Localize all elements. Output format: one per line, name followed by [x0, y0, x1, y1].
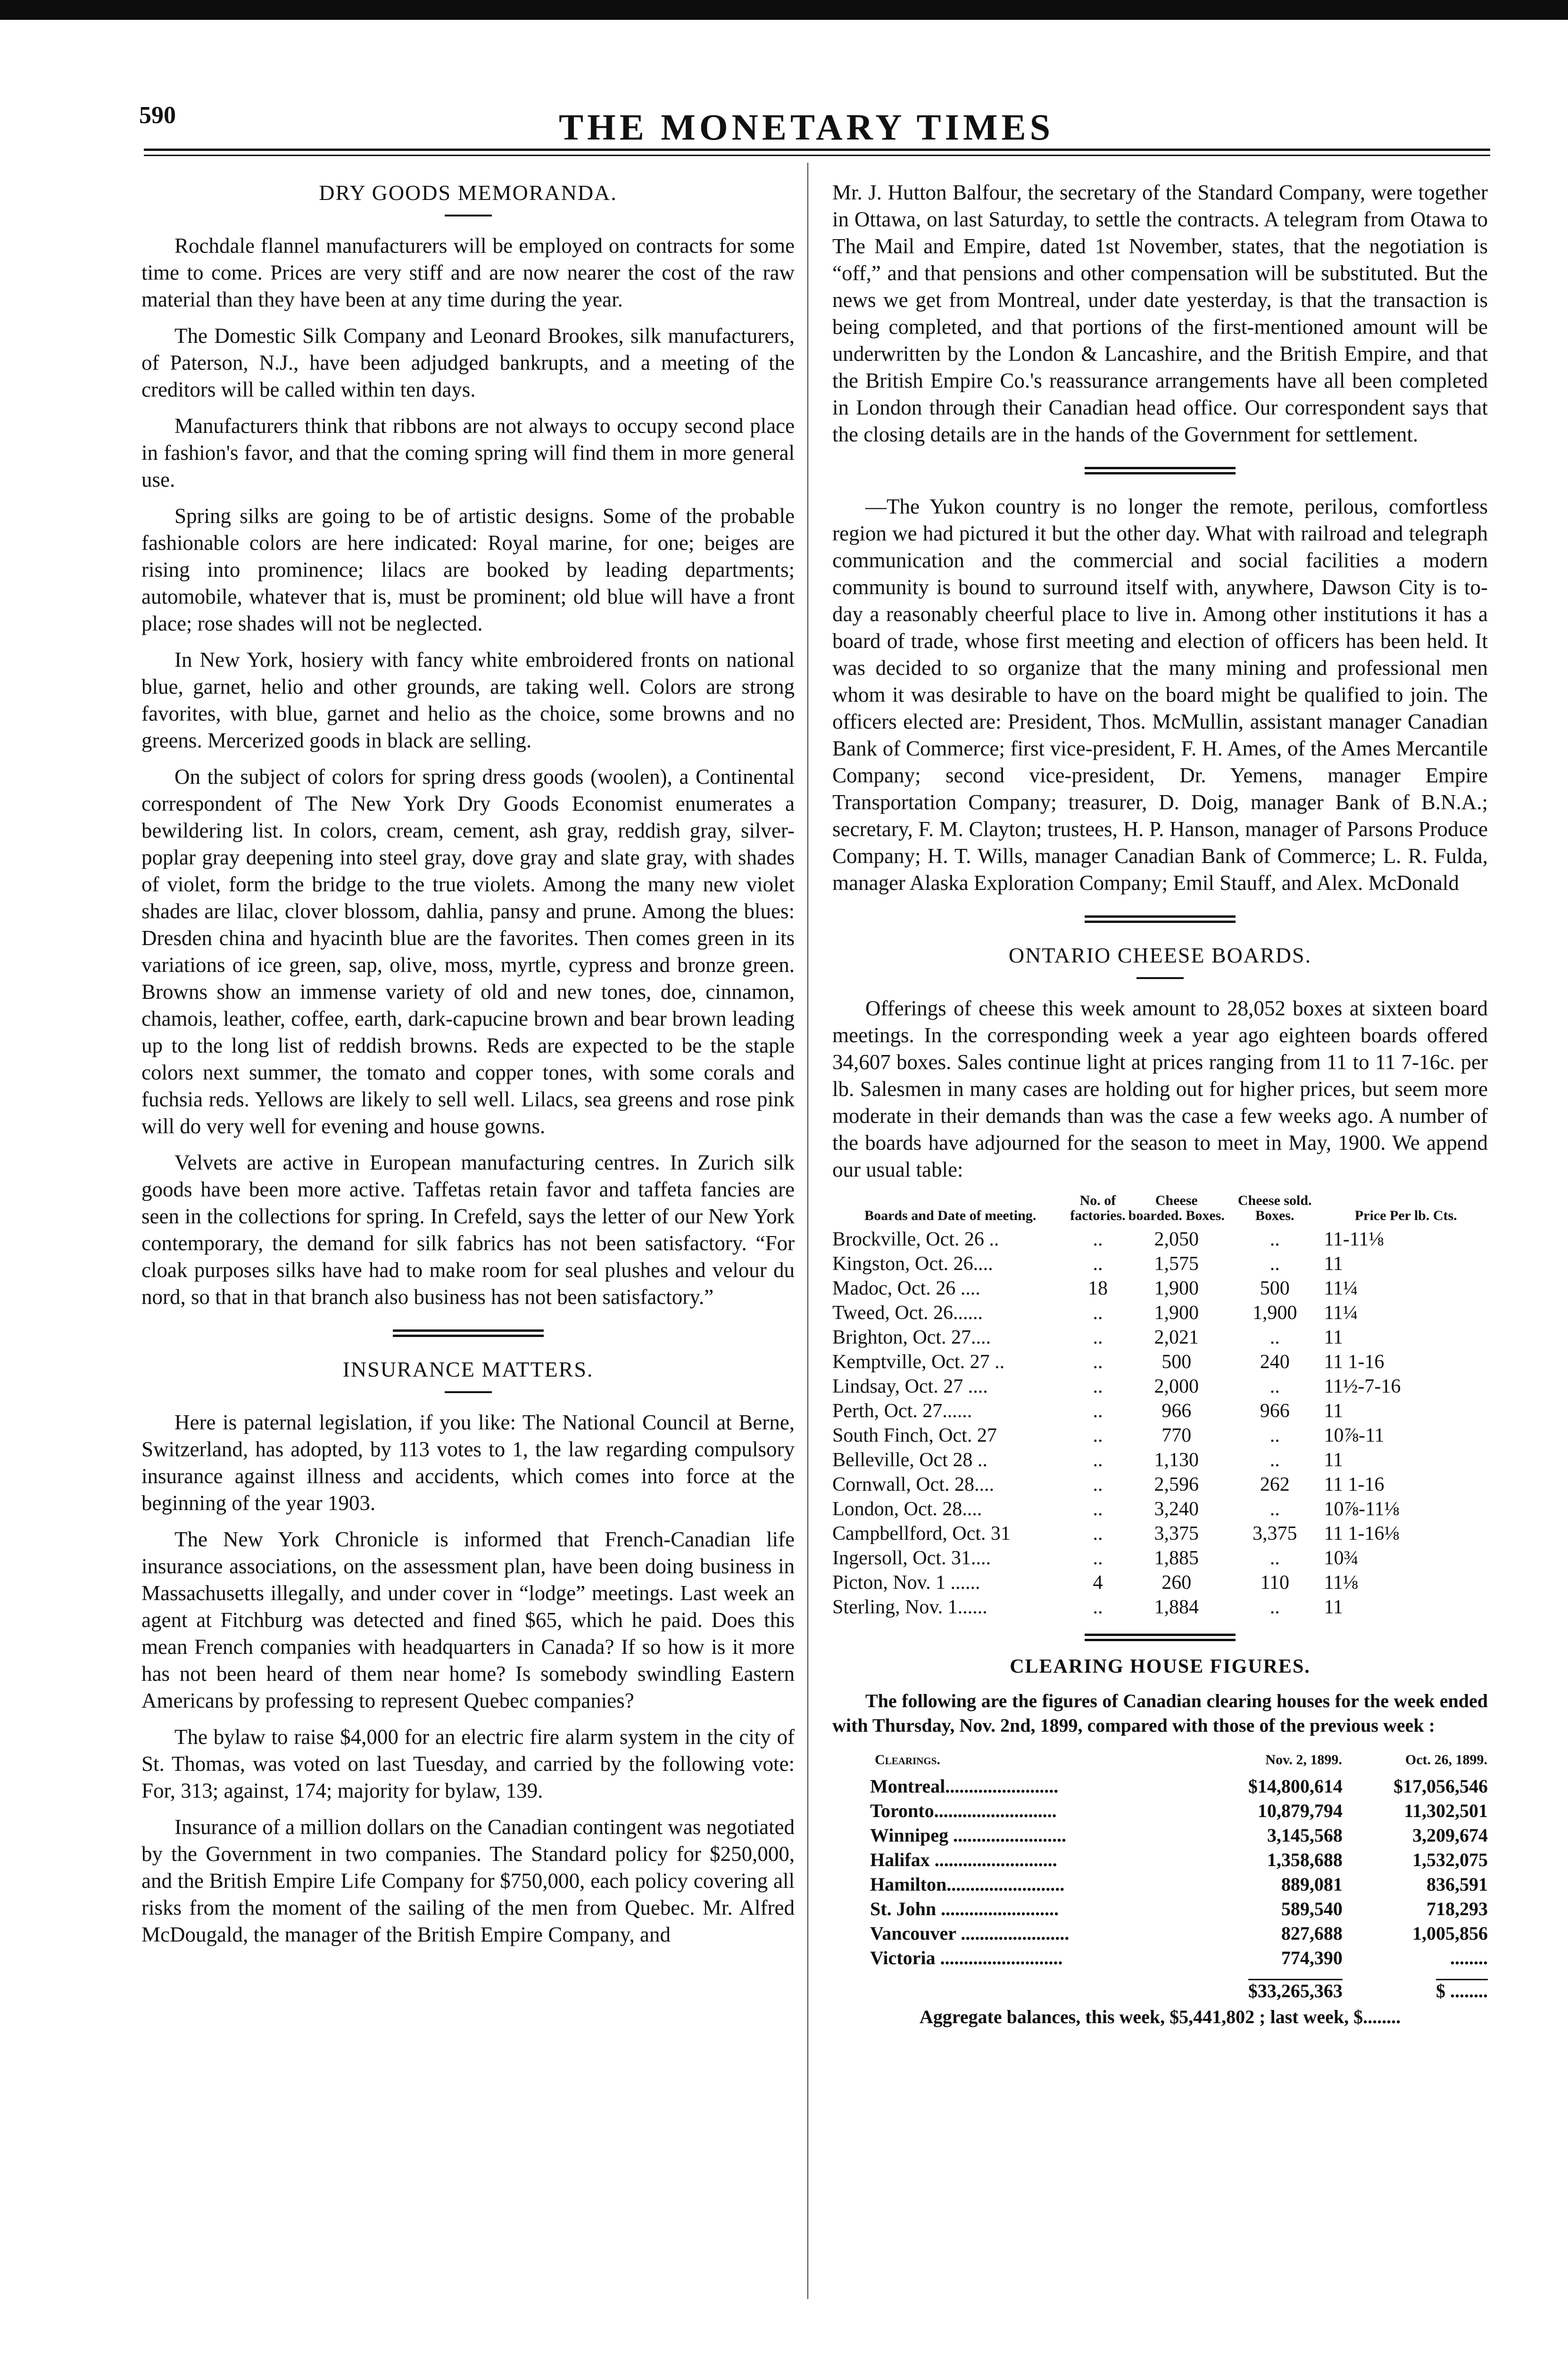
board-date-cell: Brighton, Oct. 27....: [832, 1327, 991, 1348]
cheese-row: [832, 1301, 1488, 1325]
section-double-rule: [1085, 1634, 1236, 1641]
dry-goods-paragraph: The Domestic Silk Company and Leonard Brookes, silk manufacturers, of Paterson, N.J., have been adjudged bankrupts, and a meeting of the creditors will be called within ten days.: [141, 324, 795, 401]
boarded-cell: 3,240: [1154, 1498, 1199, 1520]
dry-goods-heading: DRY GOODS MEMORANDA.: [319, 181, 617, 205]
column-divider: [807, 163, 808, 2299]
dry-goods-paragraph: Rochdale flannel manufacturers will be employed on contracts for some time to come. Prices are very stiff and are now nearer the cost of the raw material than they have been at any time during the year.: [141, 234, 795, 311]
board-date-cell: Tweed, Oct. 26......: [832, 1302, 983, 1324]
previous-week-cell: 718,293: [1427, 1898, 1488, 1919]
board-date-cell: South Finch, Oct. 27: [832, 1425, 997, 1446]
column-header: Cheese boarded. Boxes.: [1128, 1193, 1225, 1223]
price-cell: 11: [1324, 1449, 1343, 1471]
aggregate-balances: Aggregate balances, this week, $5,441,802 ; last week, $........: [919, 2006, 1401, 2027]
factories-cell: ..: [1093, 1400, 1103, 1422]
board-date-cell: Perth, Oct. 27......: [832, 1400, 972, 1422]
city-cell: Vancouver .......................: [870, 1923, 1070, 1944]
price-cell: 11½-7-16: [1324, 1376, 1401, 1397]
city-cell: St. John .........................: [870, 1898, 1059, 1919]
current-week-cell: 589,540: [1281, 1898, 1343, 1919]
dry-goods-paragraph: Manufacturers think that ribbons are not always to occupy second place in fashion's favor, and that the coming spring will find them in more general use.: [141, 414, 795, 491]
clearing-row: [832, 1774, 1488, 1799]
factories-cell: 18: [1087, 1278, 1108, 1299]
clearing-table: [832, 1747, 1488, 2003]
cheese-row: [832, 1570, 1488, 1595]
clearing-paragraph: The following are the figures of Canadian clearing houses for the week ended with Thursday, Nov. 2nd, 1899, compared with those of the previous week :: [832, 1690, 1488, 1736]
current-week-cell: 1,358,688: [1267, 1849, 1343, 1870]
city-cell: Hamilton.........................: [870, 1874, 1065, 1895]
factories-cell: ..: [1093, 1351, 1103, 1373]
section-double-rule: [1085, 915, 1236, 923]
boarded-cell: 2,000: [1154, 1376, 1199, 1397]
price-cell: 11: [1324, 1253, 1343, 1275]
table-header-row: [832, 1747, 1488, 1774]
sold-cell: 966: [1260, 1400, 1290, 1422]
board-date-cell: Kingston, Oct. 26....: [832, 1253, 993, 1275]
price-cell: 11: [1324, 1400, 1343, 1422]
sold-cell: ..: [1269, 1449, 1280, 1471]
price-cell: 10⅞-11⅛: [1324, 1498, 1399, 1520]
current-week-cell: 774,390: [1281, 1947, 1343, 1968]
boarded-cell: 1,884: [1154, 1596, 1199, 1618]
city-cell: Toronto..........................: [870, 1800, 1057, 1821]
cheese-row: [832, 1497, 1488, 1521]
factories-cell: ..: [1093, 1425, 1103, 1446]
column-header: Oct. 26, 1899.: [1405, 1752, 1487, 1768]
factories-cell: ..: [1093, 1449, 1103, 1471]
factories-cell: ..: [1093, 1523, 1103, 1544]
price-cell: 11 1-16: [1324, 1351, 1385, 1373]
sold-cell: ..: [1269, 1498, 1280, 1520]
current-week-cell: 10,879,794: [1257, 1800, 1343, 1821]
boarded-cell: 2,596: [1154, 1474, 1199, 1495]
column-header: Boards and Date of meeting.: [864, 1208, 1037, 1223]
factories-cell: ..: [1093, 1547, 1103, 1569]
boarded-cell: 966: [1161, 1400, 1192, 1422]
clearing-row: [832, 1897, 1488, 1921]
factories-cell: ..: [1093, 1376, 1103, 1397]
header-rule-thin: [144, 155, 1490, 156]
sold-cell: 110: [1260, 1572, 1289, 1594]
board-date-cell: Sterling, Nov. 1......: [832, 1596, 987, 1618]
clearing-row: [832, 1799, 1488, 1823]
factories-cell: ..: [1093, 1302, 1103, 1324]
cheese-row: [832, 1521, 1488, 1546]
price-cell: 11⅛: [1324, 1572, 1358, 1594]
insurance-continuation: Mr. J. Hutton Balfour, the secretary of the Standard Company, were together in Ottawa, on last Saturday, to settle the contracts. A telegram from Otawa to The Mail and Empire, dated 1st November, states, that the negotiation is “off,” and that pensions and other compensation will be substituted. But the news we get from Montreal, under date yesterday, is that the transaction is being completed, and that portions of the first-mentioned amount will be underwritten by the London & Lancashire, and the British Empire, and that the British Empire Co.'s reassurance arrangements have all been completed in London through their Canadian head office. Our correspondent says that the closing details are in the hands of the Government for settlement.: [832, 181, 1488, 446]
sold-cell: 240: [1260, 1351, 1290, 1373]
sold-cell: ..: [1269, 1253, 1280, 1275]
boarded-cell: 770: [1161, 1425, 1192, 1446]
boarded-cell: 2,050: [1154, 1229, 1199, 1250]
page-number: 590: [139, 102, 176, 129]
boarded-cell: 1,885: [1154, 1547, 1199, 1569]
cheese-table: [832, 1193, 1488, 1619]
dry-goods-paragraph: In New York, hosiery with fancy white embroidered fronts on national blue, garnet, helio and other grounds, are taking well. Colors are strong favorites, with blue, garnet and helio as the choice, some browns and no greens. Mercerized goods in black are selling.: [141, 648, 795, 752]
total-row: [832, 1970, 1488, 2003]
boarded-cell: 1,575: [1154, 1253, 1199, 1275]
factories-cell: ..: [1093, 1229, 1103, 1250]
previous-week-cell: ........: [1450, 1947, 1488, 1968]
previous-week-cell: 11,302,501: [1404, 1800, 1488, 1821]
boarded-cell: 500: [1161, 1351, 1192, 1373]
dry-goods-paragraph: Spring silks are going to be of artistic designs. Some of the probable fashionable colors are here indicated: Royal marine, for one; beiges are rising into prominence; lilacs are booked by leading departments; automobile, whatever that is, must be prominent; old blue will have a front place; rose shades will not be neglected.: [141, 504, 795, 635]
city-cell: Halifax ..........................: [870, 1849, 1057, 1870]
clearing-row: [832, 1921, 1488, 1946]
sold-cell: ..: [1269, 1425, 1280, 1446]
board-date-cell: Campbellford, Oct. 31: [832, 1523, 1011, 1544]
price-cell: 11: [1324, 1596, 1343, 1618]
table-header-row: [832, 1193, 1488, 1227]
cheese-row: [832, 1227, 1488, 1252]
section-double-rule: [1085, 467, 1236, 474]
clearing-row: [832, 1823, 1488, 1848]
boarded-cell: 2,021: [1154, 1327, 1199, 1348]
clearing-heading: CLEARING HOUSE FIGURES.: [1010, 1656, 1311, 1677]
dry-goods-paragraph: Velvets are active in European manufacturing centres. In Zurich silk goods have been more active. Taffetas retain favor and taffeta fancies are seen in the collections for spring. In Crefeld, says the letter of our New York contemporary, the demand for silk fabrics has not been satisfactory. “For cloak purposes silks have had to make room for seal plushes and velour du nord, so that in that branch also business has not been satisfactory.”: [141, 1151, 795, 1309]
sold-cell: 500: [1260, 1278, 1290, 1299]
insurance-paragraph: The New York Chronicle is informed that French-Canadian life insurance associations, on the assessment plan, have been doing business in Massachusetts illegally, and under cover in “lodge” meetings. Last week an agent at Fitchburg was detected and fined $65, which he paid. Does this mean French companies with headquarters in Canada? If so how is it more has not been heard of them near home? Is somebody swindling Eastern Americans by professing to represent Quebec companies?: [141, 1528, 795, 1712]
column-header: Nov. 2, 1899.: [1265, 1752, 1342, 1768]
cheese-row: [832, 1595, 1488, 1619]
board-date-cell: Lindsay, Oct. 27 ....: [832, 1376, 988, 1397]
insurance-paragraph: Here is paternal legislation, if you like: The National Council at Berne, Switzerland, has adopted, by 113 votes to 1, the law regarding compulsory insurance against illness and accidents, which comes into force at the beginning of the year 1903.: [141, 1411, 795, 1515]
insurance-paragraph: The bylaw to raise $4,000 for an electric fire alarm system in the city of St. Thomas, was voted on last Tuesday, and carried by the following vote: For, 313; against, 174; majority for bylaw, 139.: [141, 1725, 795, 1802]
boarded-cell: 3,375: [1154, 1523, 1199, 1544]
total-current: $33,265,363: [1248, 1979, 1343, 2001]
cheese-heading: ONTARIO CHEESE BOARDS.: [1008, 943, 1312, 967]
city-cell: Winnipeg ........................: [870, 1825, 1066, 1846]
cheese-row: [832, 1374, 1488, 1399]
sold-cell: ..: [1269, 1596, 1280, 1618]
previous-week-cell: 1,005,856: [1412, 1923, 1488, 1944]
yukon-paragraph: —The Yukon country is no longer the remote, perilous, comfortless region we had pictured it but the other day. What with railroad and telegraph communication and the commercial and social facilities a modern community is bound to surround itself with, anywhere, Dawson City is to-day a reasonably cheerful place to live in. Among other institutions it has a board of trade, whose first meeting and election of officers has been held. It was decided to so organize that the many mining and professional men whom it was desirable to have on the board might be qualified to join. The officers elected are: President, Thos. McMullin, assistant manager Canadian Bank of Commerce; first vice-president, F. H. Ames, of the Ames Mercantile Company; second vice-president, Dr. Yemens, manager Empire Transportation Company; treasurer, D. Doig, manager Bank of B.N.A.; secretary, F. M. Clayton; trustees, H. P. Hanson, manager of Parsons Produce Company; H. T. Wills, manager Canadian Bank of Commerce; L. R. Fulda, manager Alaska Exploration Company; Emil Stauff, and Alex. McDonald: [832, 495, 1488, 895]
current-week-cell: $14,800,614: [1248, 1776, 1343, 1797]
clearing-row: [832, 1872, 1488, 1897]
boarded-cell: 1,900: [1154, 1278, 1199, 1299]
factories-cell: ..: [1093, 1474, 1103, 1495]
insurance-heading: INSURANCE MATTERS.: [342, 1357, 594, 1381]
header-rule: [144, 149, 1490, 151]
sold-cell: ..: [1269, 1327, 1280, 1348]
cheese-row: [832, 1325, 1488, 1350]
current-week-cell: 3,145,568: [1267, 1825, 1343, 1846]
heading-dash: [445, 215, 492, 216]
cheese-row: [832, 1252, 1488, 1276]
sold-cell: 3,375: [1252, 1523, 1297, 1544]
factories-cell: ..: [1093, 1596, 1103, 1618]
price-cell: 11 1-16⅛: [1324, 1523, 1399, 1544]
column-header: No. of factories.: [1070, 1193, 1126, 1223]
board-date-cell: Belleville, Oct 28 ..: [832, 1449, 987, 1471]
price-cell: 11¼: [1324, 1278, 1358, 1299]
current-week-cell: 889,081: [1281, 1874, 1343, 1895]
board-date-cell: Kemptville, Oct. 27 ..: [832, 1351, 1005, 1373]
column-header: Price Per lb. Cts.: [1354, 1208, 1457, 1223]
price-cell: 10⅞-11: [1324, 1425, 1385, 1446]
previous-week-cell: 3,209,674: [1412, 1825, 1488, 1846]
price-cell: 11-11⅛: [1324, 1229, 1384, 1250]
price-cell: 10¾: [1324, 1547, 1359, 1569]
boarded-cell: 1,900: [1154, 1302, 1199, 1324]
city-cell: Victoria ..........................: [870, 1947, 1063, 1968]
previous-week-cell: 1,532,075: [1412, 1849, 1488, 1870]
cheese-row: [832, 1350, 1488, 1374]
dry-goods-paragraph: On the subject of colors for spring dress goods (woolen), a Continental correspondent of The New York Dry Goods Economist enumerates a bewildering list. In colors, cream, cement, ash gray, reddish gray, silver-poplar gray deepening into steel gray, dove gray and slate gray, with shades of violet, form the bridge to the true violets. Among the many new violet shades are lilac, clover blossom, dahlia, pansy and prune. Among the blues: Dresden china and hyacinth blue are the favorites. Then comes green in its variations of ice green, sap, olive, moss, myrtle, cypress and bronze green. Browns show an immense variety of old and new tones, doe, cinnamon, chamois, leather, coffee, earth, dark-capucine brown and bear brown leading up to the long list of reddish browns. Reds are expected to be the staple colors next summer, the tomato and copper tones, with some corals and fuchsia reds. Yellows are likely to sell well. Lilacs, sea greens and rose pink will do very well for evening and house gowns.: [141, 765, 795, 1138]
sold-cell: ..: [1269, 1229, 1280, 1250]
cheese-row: [832, 1423, 1488, 1448]
sold-cell: ..: [1269, 1547, 1280, 1569]
clearing-row: [832, 1848, 1488, 1872]
board-date-cell: Cornwall, Oct. 28....: [832, 1474, 994, 1495]
top-scan-border: [0, 0, 1568, 20]
cheese-row: [832, 1546, 1488, 1570]
heading-dash: [1137, 977, 1184, 979]
insurance-paragraph: Insurance of a million dollars on the Canadian contingent was negotiated by the Government in two companies. The Standard policy for $250,000, and the British Empire Life Company for $750,000, each policy covering all risks from the moment of the sailing of the men from Quebec. Mr. Alfred McDougald, the manager of the British Empire Company, and: [141, 1815, 795, 1946]
boarded-cell: 260: [1161, 1572, 1192, 1594]
cheese-row: [832, 1448, 1488, 1472]
sold-cell: ..: [1269, 1376, 1280, 1397]
board-date-cell: London, Oct. 28....: [832, 1498, 982, 1520]
left-column: [141, 179, 795, 1958]
heading-dash: [445, 1391, 492, 1393]
previous-week-cell: 836,591: [1427, 1874, 1488, 1895]
section-double-rule: [393, 1329, 544, 1337]
sold-cell: 1,900: [1252, 1302, 1297, 1324]
cheese-row: [832, 1276, 1488, 1301]
board-date-cell: Ingersoll, Oct. 31....: [832, 1547, 991, 1569]
city-cell: Montreal........................: [870, 1776, 1059, 1797]
total-previous: $ ........: [1436, 1979, 1488, 2001]
current-week-cell: 827,688: [1281, 1923, 1343, 1944]
cheese-paragraph: Offerings of cheese this week amount to 28,052 boxes at sixteen board meetings. In the corresponding week a year ago eighteen boards offered 34,607 boxes. Sales continue light at prices ranging from 11 to 11 7-16c. per lb. Salesmen in many cases are holding out for higher prices, but seem more moderate in their demands than was the case a few weeks ago. A number of the boards have adjourned for the season to meet in May, 1900. We append our usual table:: [832, 996, 1488, 1181]
factories-cell: ..: [1093, 1498, 1103, 1520]
board-date-cell: Brockville, Oct. 26 ..: [832, 1229, 999, 1250]
sold-cell: 262: [1260, 1474, 1290, 1495]
right-column: [832, 179, 1488, 2040]
board-date-cell: Picton, Nov. 1 ......: [832, 1572, 980, 1594]
factories-cell: ..: [1093, 1327, 1103, 1348]
clearing-row: [832, 1946, 1488, 1970]
factories-cell: ..: [1093, 1253, 1103, 1275]
masthead-title: THE MONETARY TIMES: [559, 107, 1054, 148]
boarded-cell: 1,130: [1154, 1449, 1199, 1471]
column-header: Clearings.: [875, 1752, 940, 1768]
column-header: Cheese sold. Boxes.: [1237, 1193, 1312, 1223]
previous-week-cell: $17,056,546: [1394, 1776, 1488, 1797]
factories-cell: 4: [1093, 1572, 1103, 1594]
price-cell: 11 1-16: [1324, 1474, 1385, 1495]
cheese-row: [832, 1399, 1488, 1423]
cheese-row: [832, 1472, 1488, 1497]
price-cell: 11: [1324, 1327, 1343, 1348]
price-cell: 11¼: [1324, 1302, 1358, 1324]
board-date-cell: Madoc, Oct. 26 ....: [832, 1278, 980, 1299]
